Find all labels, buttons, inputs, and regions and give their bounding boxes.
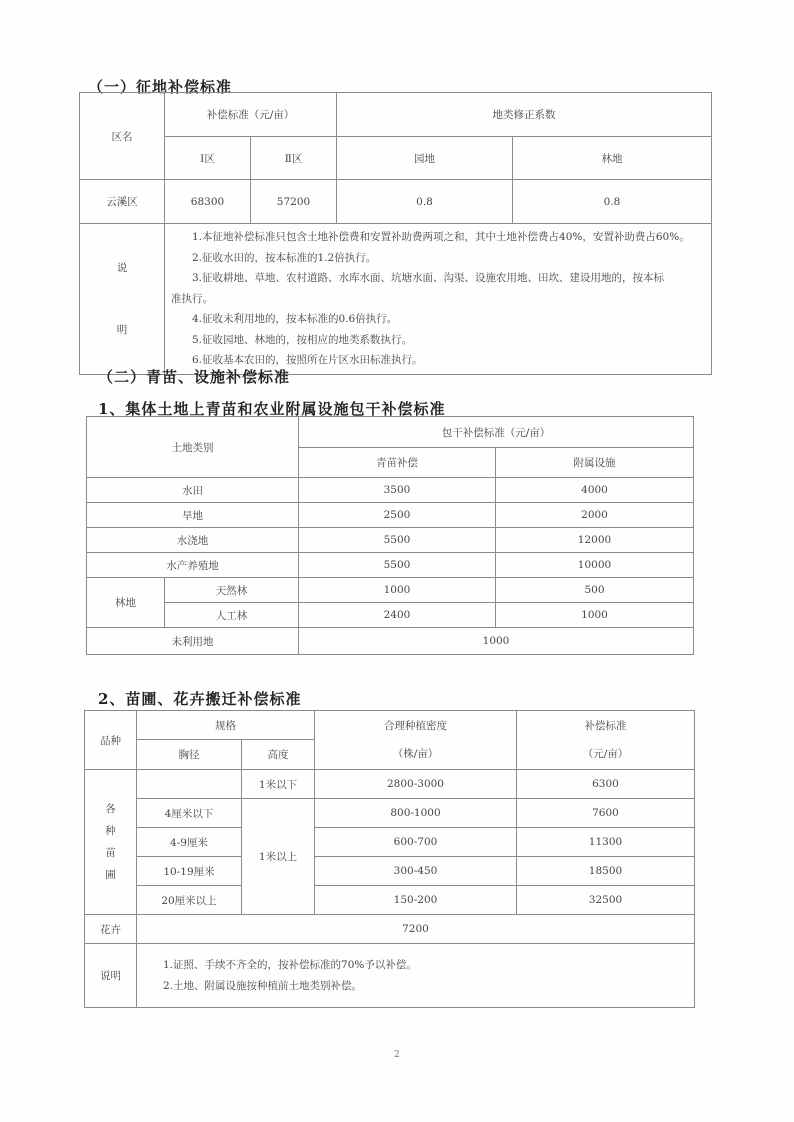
nursery-table — [84, 710, 695, 1008]
cell-dbh: 20厘米以上 — [137, 886, 242, 915]
cell-type: 未利用地 — [87, 628, 299, 655]
note-item: 2.土地、附属设施按种植前土地类别补偿。 — [163, 979, 363, 992]
cell-type: 水浇地 — [87, 528, 299, 553]
note-item: 5.征收园地、林地的，按相应的地类系数执行。 — [192, 333, 413, 346]
header-land-type: 土地类别 — [87, 417, 299, 478]
header-height: 高度 — [242, 740, 315, 770]
cell-type: 人工林 — [165, 603, 299, 628]
header-district: 区名 — [80, 93, 165, 180]
header-spec: 规格 — [137, 711, 315, 740]
table-row — [80, 180, 712, 224]
cell-zone1: 68300 — [165, 180, 251, 224]
table-row — [87, 578, 694, 603]
cell-standard: 11300 — [517, 828, 695, 857]
sub2-title: 2、苗圃、花卉搬迁补偿标准 — [98, 690, 302, 708]
table-row — [87, 603, 694, 628]
note-item: 6.征收基本农田的，按照所在片区水田标准执行。 — [192, 354, 423, 366]
nursery-char: 圃 — [105, 869, 116, 881]
land-compensation-table — [79, 92, 712, 375]
header-zone1: Ⅰ区 — [165, 137, 251, 180]
table-row — [85, 799, 695, 828]
cell-zone2: 57200 — [251, 180, 337, 224]
crop-facility-table — [86, 416, 694, 655]
table-row — [85, 857, 695, 886]
cell-height-high: 1米以上 — [242, 799, 315, 915]
header-dbh: 胸径 — [137, 740, 242, 770]
notes-label: 说明 — [85, 944, 137, 1008]
notes-content — [137, 944, 695, 1008]
table-row — [85, 828, 695, 857]
header-facilities: 附属设施 — [496, 448, 694, 478]
header-density — [315, 711, 517, 770]
cell-facilities: 10000 — [496, 553, 694, 578]
cell-density: 300-450 — [315, 857, 517, 886]
cell-crops: 2400 — [299, 603, 496, 628]
cell-type: 旱地 — [87, 503, 299, 528]
cell-nursery-label — [85, 770, 137, 915]
header-standard: 包干补偿标准（元/亩） — [299, 417, 694, 448]
header-density-2: （株/亩） — [392, 748, 439, 760]
section1-title: （一）征地补偿标准 — [88, 78, 233, 96]
cell-crops: 3500 — [299, 478, 496, 503]
notes-label-1: 说 — [116, 261, 128, 274]
cell-flowers-value: 7200 — [137, 915, 695, 944]
note-item: 3.征收耕地、草地、农村道路、水库水面、坑塘水面、沟渠、设施农用地、田坎、建设用地的，按本标 — [192, 272, 665, 284]
table-row — [87, 553, 694, 578]
header-standard — [517, 711, 695, 770]
table-row — [87, 503, 694, 528]
cell-forest: 0.8 — [513, 180, 712, 224]
cell-dbh — [137, 770, 242, 799]
cell-facilities: 12000 — [496, 528, 694, 553]
note-item: 准执行。 — [171, 292, 213, 305]
notes-content — [165, 224, 712, 375]
cell-district: 云溪区 — [80, 180, 165, 224]
header-forest: 林地 — [513, 137, 712, 180]
note-item: 4.征收未利用地的，按本标准的0.6倍执行。 — [192, 313, 398, 325]
cell-facilities: 4000 — [496, 478, 694, 503]
header-standard-1: 补偿标准 — [584, 720, 627, 732]
table-row — [87, 478, 694, 503]
cell-type: 水田 — [87, 478, 299, 503]
cell-facilities: 2000 — [496, 503, 694, 528]
cell-standard: 6300 — [517, 770, 695, 799]
cell-dbh: 4-9厘米 — [137, 828, 242, 857]
header-density-1: 合理种植密度 — [384, 720, 447, 732]
table-row — [85, 886, 695, 915]
table-row — [87, 528, 694, 553]
notes-label — [80, 224, 165, 375]
cell-crops: 1000 — [299, 578, 496, 603]
note-item: 2.征收水田的，按本标准的1.2倍执行。 — [192, 251, 377, 264]
note-item: 1.本征地补偿标准只包含土地补偿费和安置补助费两项之和，其中土地补偿费占40%，安置补助费占60%。 — [192, 231, 690, 243]
cell-crops: 2500 — [299, 503, 496, 528]
table-row — [85, 915, 695, 944]
nursery-char: 苗 — [105, 847, 116, 859]
cell-dbh: 4厘米以下 — [137, 799, 242, 828]
cell-standard: 32500 — [517, 886, 695, 915]
cell-garden: 0.8 — [337, 180, 513, 224]
page-number: 2 — [394, 1050, 400, 1060]
notes-label-2: 明 — [116, 323, 128, 336]
cell-type: 天然林 — [165, 578, 299, 603]
header-crops: 青苗补偿 — [299, 448, 496, 478]
cell-unused-value: 1000 — [299, 628, 694, 655]
cell-crops: 5500 — [299, 553, 496, 578]
cell-forest-label: 林地 — [87, 578, 165, 628]
cell-crops: 5500 — [299, 528, 496, 553]
cell-type: 水产养殖地 — [87, 553, 299, 578]
header-standard: 补偿标准（元/亩） — [165, 93, 337, 137]
table-row — [85, 770, 695, 799]
cell-standard: 18500 — [517, 857, 695, 886]
section2-title: （二）青苗、设施补偿标准 — [98, 368, 291, 386]
cell-density: 600-700 — [315, 828, 517, 857]
note-item: 1.证照、手续不齐全的，按补偿标准的70%予以补偿。 — [163, 959, 417, 971]
cell-facilities: 500 — [496, 578, 694, 603]
cell-density: 2800-3000 — [315, 770, 517, 799]
cell-dbh: 10-19厘米 — [137, 857, 242, 886]
cell-flowers-label: 花卉 — [85, 915, 137, 944]
header-coef: 地类修正系数 — [337, 93, 712, 137]
cell-facilities: 1000 — [496, 603, 694, 628]
header-zone2: Ⅱ区 — [251, 137, 337, 180]
cell-density: 150-200 — [315, 886, 517, 915]
nursery-char: 种 — [105, 825, 116, 837]
header-variety: 品种 — [85, 711, 137, 770]
header-standard-2: （元/亩） — [582, 748, 629, 760]
cell-height-low: 1米以下 — [242, 770, 315, 799]
nursery-char: 各 — [105, 803, 116, 815]
header-garden: 园地 — [337, 137, 513, 180]
cell-density: 800-1000 — [315, 799, 517, 828]
table-row — [87, 628, 694, 655]
sub1-title: 1、集体土地上青苗和农业附属设施包干补偿标准 — [98, 400, 446, 418]
cell-standard: 7600 — [517, 799, 695, 828]
